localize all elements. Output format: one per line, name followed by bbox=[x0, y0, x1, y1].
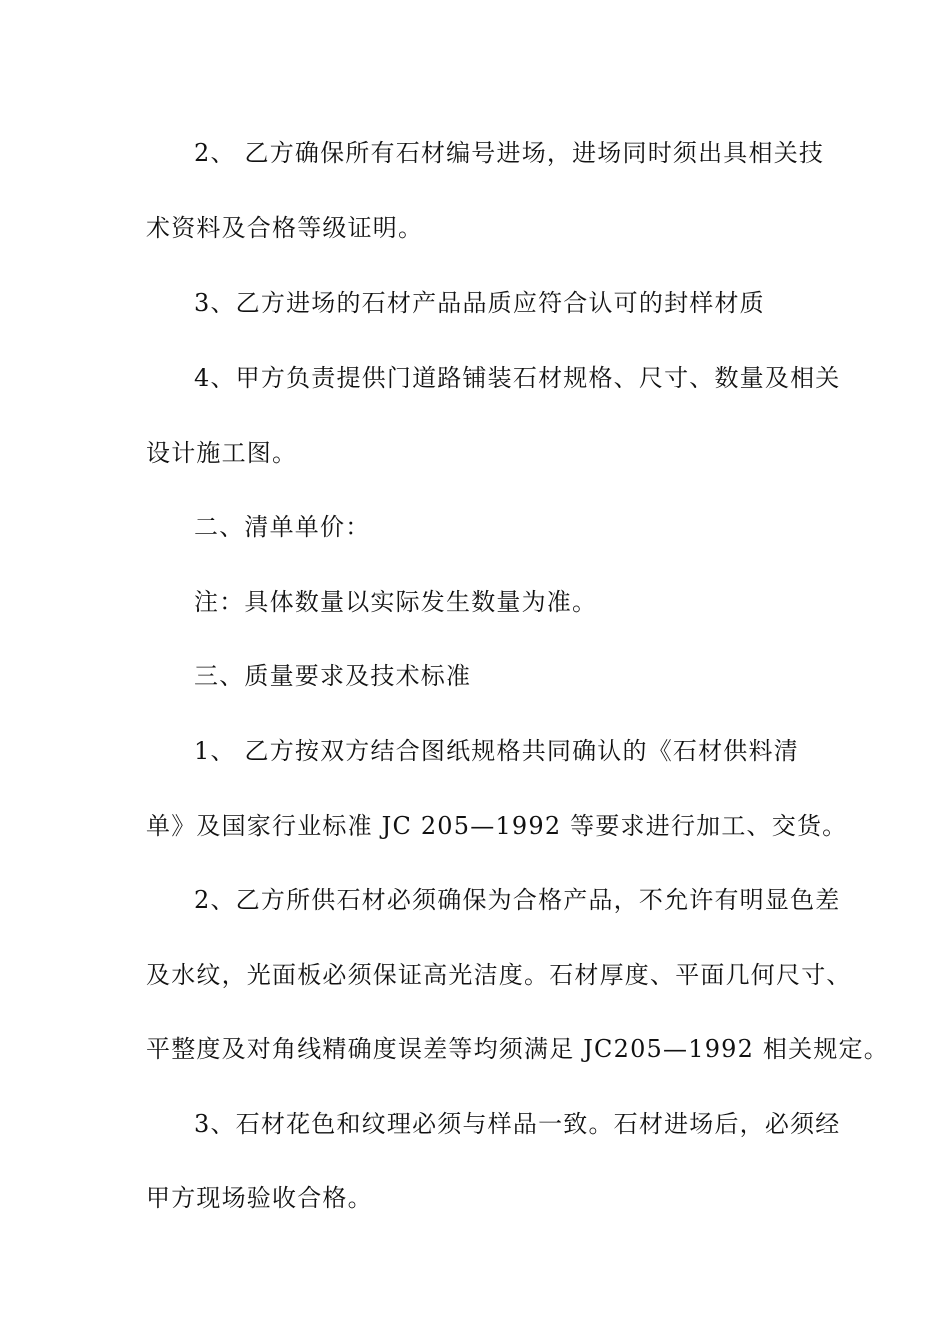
paragraph-line: 术资料及合格等级证明。 bbox=[146, 214, 424, 242]
paragraph-line: 甲方现场验收合格。 bbox=[146, 1184, 373, 1212]
paragraph-line: 3、石材花色和纹理必须与样品一致。石材进场后，必须经 bbox=[194, 1110, 841, 1138]
paragraph-line: 4、甲方负责提供门道路铺装石材规格、尺寸、数量及相关 bbox=[194, 364, 841, 392]
paragraph-line: 单》及国家行业标准 JC 205—1992 等要求进行加工、交货。 bbox=[146, 812, 848, 840]
paragraph-line: 1、 乙方按双方结合图纸规格共同确认的《石材供料清 bbox=[194, 737, 799, 765]
paragraph-line: 设计施工图。 bbox=[146, 439, 298, 467]
paragraph-line: 3、乙方进场的石材产品品质应符合认可的封样材质 bbox=[194, 289, 765, 317]
paragraph-line: 平整度及对角线精确度误差等均须满足 JC205—1992 相关规定。 bbox=[146, 1035, 889, 1063]
paragraph-line: 2、乙方所供石材必须确保为合格产品，不允许有明显色差 bbox=[194, 886, 841, 914]
paragraph-line: 及水纹，光面板必须保证高光洁度。石材厚度、平面几何尺寸、 bbox=[146, 961, 852, 989]
section-heading: 三、质量要求及技术标准 bbox=[194, 662, 472, 690]
note-line: 注：具体数量以实际发生数量为准。 bbox=[194, 588, 598, 616]
section-heading: 二、清单单价： bbox=[194, 513, 371, 541]
paragraph-line: 2、 乙方确保所有石材编号进场，进场同时须出具相关技 bbox=[194, 139, 825, 167]
